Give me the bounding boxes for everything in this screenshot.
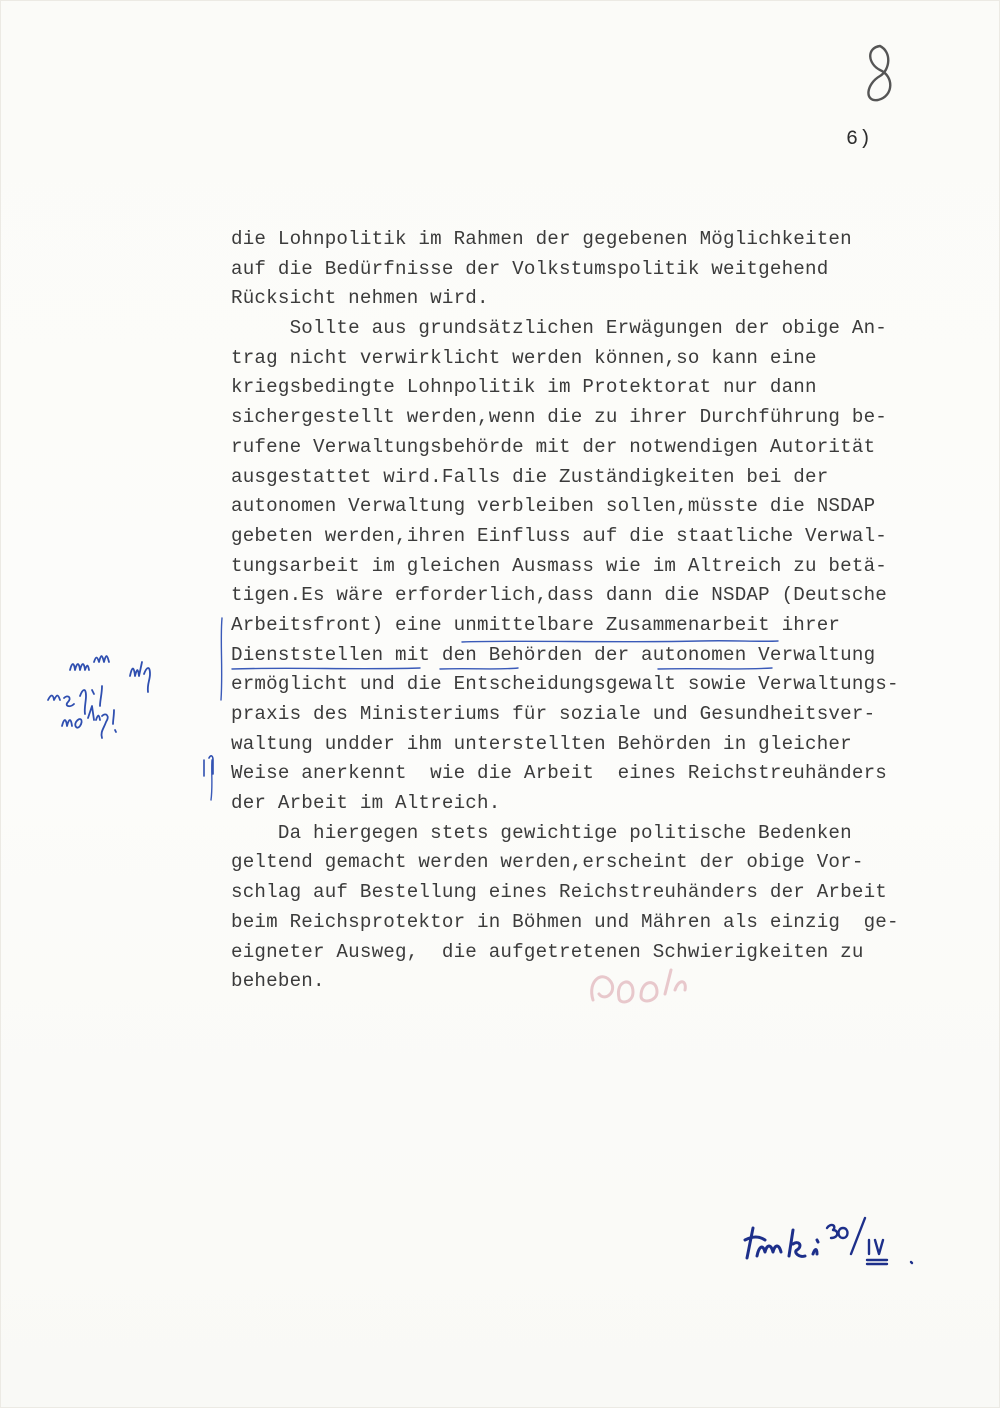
text-line: beim Reichsprotektor in Böhmen und Mähren als einzig ge- xyxy=(231,910,899,933)
handwritten-folio-number xyxy=(850,40,910,110)
text-line: beheben. xyxy=(231,970,325,993)
text-line: geltend gemacht werden werden,erscheint der obige Vor- xyxy=(231,851,864,874)
text-line: Weise anerkennt wie die Arbeit eines Reichstreuhänders xyxy=(231,762,888,785)
text-line: praxis des Ministeriums für soziale und Gesundheitsver- xyxy=(231,703,876,725)
text-line: auf die Bedürfnisse der Volkstumspolitik weitgehend xyxy=(231,257,829,280)
text-line: sichergestellt werden,wenn die zu ihrer Durchführung be- xyxy=(231,406,888,429)
text-line: ermöglicht und die Entscheidungsgewalt sowie Verwaltungs- xyxy=(231,673,899,696)
faded-stamp-mark xyxy=(585,960,695,1010)
text-line: der Arbeit im Altreich. xyxy=(231,792,501,815)
text-line: waltung undder ihm unterstellten Behörden in gleicher xyxy=(231,732,852,755)
text-line: Arbeitsfront) eine unmittelbare Zusammenarbeit ihrer xyxy=(231,613,841,636)
text-line: gebeten werden,ihren Einfluss auf die staatliche Verwal- xyxy=(231,524,888,547)
text-line: ausgestattet wird.Falls die Zuständigkeiten bei der xyxy=(231,465,829,488)
text-line: schlag auf Bestellung eines Reichstreuhänders der Arbeit xyxy=(231,881,888,904)
handwritten-signature xyxy=(735,1210,935,1280)
text-line: Rücksicht nehmen wird. xyxy=(231,287,489,310)
text-line: autonomen Verwaltung verbleiben sollen,müsste die NSDAP xyxy=(231,495,876,518)
page-number: 6) xyxy=(846,128,873,151)
text-line: die Lohnpolitik im Rahmen der gegebenen Möglichkeiten xyxy=(231,228,852,250)
text-line: tungsarbeit im gleichen Ausmass wie im Altreich zu betä- xyxy=(231,554,888,577)
handwritten-margin-note xyxy=(40,640,190,740)
text-line: Dienststellen mit den Behörden der autonomen Verwaltung xyxy=(231,643,876,666)
text-line: tigen.Es wäre erforderlich,dass dann die NSDAP (Deutsche xyxy=(231,584,888,607)
text-line: Da hiergegen stets gewichtige politische Bedenken xyxy=(231,821,852,844)
text-line: trag nicht verwirklicht werden können,so kann eine xyxy=(231,346,817,369)
text-line: kriegsbedingte Lohnpolitik im Protektorat nur dann xyxy=(231,376,817,399)
text-line: rufene Verwaltungsbehörde mit der notwendigen Autorität xyxy=(231,435,876,458)
typed-body-text xyxy=(231,225,931,997)
text-line: eigneter Ausweg, die aufgetretenen Schwierigkeiten zu xyxy=(231,940,864,963)
handwritten-margin-mark xyxy=(200,752,220,792)
text-line: Sollte aus grundsätzlichen Erwägungen der obige An- xyxy=(231,317,888,340)
